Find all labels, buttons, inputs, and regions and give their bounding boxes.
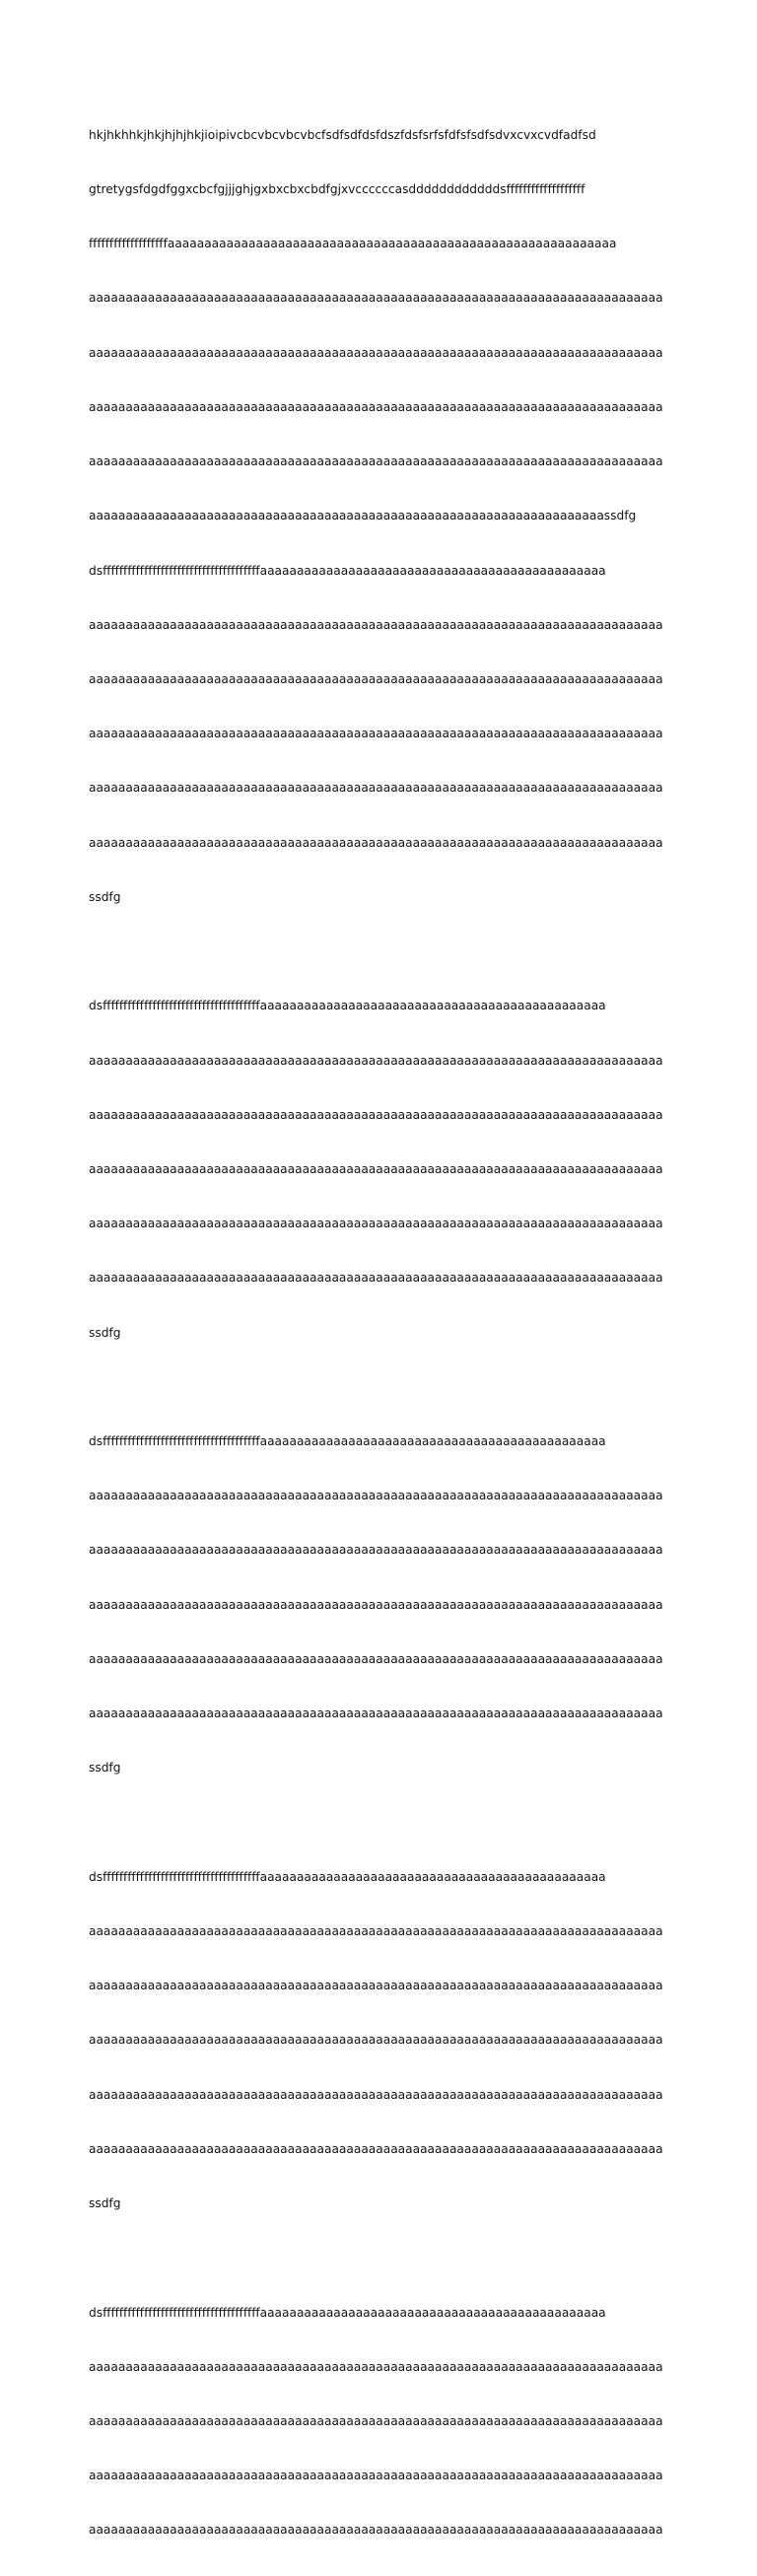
text-line: dsffffffffffffffffffffffffffffffffffffffaaaaaaaaaaaaaaaaaaaaaaaaaaaaaaaaaaaaaaaaaaaaaaa xyxy=(89,999,606,1013)
text-line: aaaaaaaaaaaaaaaaaaaaaaaaaaaaaaaaaaaaaaaaaaaaaaaaaaaaaaaaaaaaaaaaaaaaaaaaaaaaaa xyxy=(89,1597,663,1612)
text-line: dsffffffffffffffffffffffffffffffffffffffaaaaaaaaaaaaaaaaaaaaaaaaaaaaaaaaaaaaaaaaaaaaaaa xyxy=(89,1869,606,1884)
text-line: aaaaaaaaaaaaaaaaaaaaaaaaaaaaaaaaaaaaaaaaaaaaaaaaaaaaaaaaaaaaaaaaaaaaaaaaaaaaaa xyxy=(89,1489,663,1503)
text-line: aaaaaaaaaaaaaaaaaaaaaaaaaaaaaaaaaaaaaaaaaaaaaaaaaaaaaaaaaaaaaaaaaaaaaaaaaaaaaa xyxy=(89,617,663,632)
text-line: aaaaaaaaaaaaaaaaaaaaaaaaaaaaaaaaaaaaaaaaaaaaaaaaaaaaaaaaaaaaaaaaaaaaaaaaaaaaaa xyxy=(89,399,663,414)
text-line: aaaaaaaaaaaaaaaaaaaaaaaaaaaaaaaaaaaaaaaaaaaaaaaaaaaaaaaaaaaaaaaaaaaaaaaaaaaaaa xyxy=(89,2087,663,2102)
text-line: fffffffffffffffffffaaaaaaaaaaaaaaaaaaaaaaaaaaaaaaaaaaaaaaaaaaaaaaaaaaaaaaaaaaaaa xyxy=(89,237,617,251)
text-line: gtretygsfdgdfggxcbcfgjjjghjgxbxcbxcbdfgjxvccccccasddddddddddddsfffffffffffffffffff xyxy=(89,182,585,197)
text-line: aaaaaaaaaaaaaaaaaaaaaaaaaaaaaaaaaaaaaaaaaaaaaaaaaaaaaaaaaaaaaaaaaaaaaaaaaaaaaa xyxy=(89,454,663,469)
text-line: aaaaaaaaaaaaaaaaaaaaaaaaaaaaaaaaaaaaaaaaaaaaaaaaaaaaaaaaaaaaaaaaaaaaaaaaaaaaaa xyxy=(89,2523,663,2538)
text-line: aaaaaaaaaaaaaaaaaaaaaaaaaaaaaaaaaaaaaaaaaaaaaaaaaaaaaaaaaaaaaaaaaaaaaaaaaaaaaa xyxy=(89,781,663,796)
text-line: aaaaaaaaaaaaaaaaaaaaaaaaaaaaaaaaaaaaaaaaaaaaaaaaaaaaaaaaaaaaaaaaaaaaaaaaaaaaaa xyxy=(89,727,663,741)
document-page xyxy=(89,90,680,2576)
text-line: ssdfg xyxy=(89,1761,121,1775)
text-line: hkjhkhhkjhkjhjhjhkjioipivcbcvbcvbcvbcfsdfsdfdsfdszfdsfsrfsfdfsfsdfsdvxcvxcvdfadfsd xyxy=(89,127,596,142)
text-line: aaaaaaaaaaaaaaaaaaaaaaaaaaaaaaaaaaaaaaaaaaaaaaaaaaaaaaaaaaaaaaaaaaaaaaaaaaaaaa xyxy=(89,1271,663,1286)
text-line: ssdfg xyxy=(89,2196,121,2211)
text-line: aaaaaaaaaaaaaaaaaaaaaaaaaaaaaaaaaaaaaaaaaaaaaaaaaaaaaaaaaaaaaaaaaaaaaaaaaaaaaa xyxy=(89,835,663,850)
text-line: aaaaaaaaaaaaaaaaaaaaaaaaaaaaaaaaaaaaaaaaaaaaaaaaaaaaaaaaaaaaaaaaaaaaaassdfg xyxy=(89,509,637,523)
text-line: aaaaaaaaaaaaaaaaaaaaaaaaaaaaaaaaaaaaaaaaaaaaaaaaaaaaaaaaaaaaaaaaaaaaaaaaaaaaaa xyxy=(89,1979,663,1993)
paragraph-1 xyxy=(89,90,680,942)
text-line: aaaaaaaaaaaaaaaaaaaaaaaaaaaaaaaaaaaaaaaaaaaaaaaaaaaaaaaaaaaaaaaaaaaaaaaaaaaaaa xyxy=(89,1706,663,1721)
paragraph-3 xyxy=(89,1396,680,1813)
text-line: aaaaaaaaaaaaaaaaaaaaaaaaaaaaaaaaaaaaaaaaaaaaaaaaaaaaaaaaaaaaaaaaaaaaaaaaaaaaaa xyxy=(89,2359,663,2374)
text-line: aaaaaaaaaaaaaaaaaaaaaaaaaaaaaaaaaaaaaaaaaaaaaaaaaaaaaaaaaaaaaaaaaaaaaaaaaaaaaa xyxy=(89,291,663,306)
text-line: dsffffffffffffffffffffffffffffffffffffffaaaaaaaaaaaaaaaaaaaaaaaaaaaaaaaaaaaaaaaaaaaaaaa xyxy=(89,563,606,578)
text-line: aaaaaaaaaaaaaaaaaaaaaaaaaaaaaaaaaaaaaaaaaaaaaaaaaaaaaaaaaaaaaaaaaaaaaaaaaaaaaa xyxy=(89,2141,663,2156)
paragraph-2 xyxy=(89,960,680,1377)
text-line: ssdfg xyxy=(89,889,121,904)
text-line: dsffffffffffffffffffffffffffffffffffffffaaaaaaaaaaaaaaaaaaaaaaaaaaaaaaaaaaaaaaaaaaaaaaa xyxy=(89,1434,606,1449)
text-line: aaaaaaaaaaaaaaaaaaaaaaaaaaaaaaaaaaaaaaaaaaaaaaaaaaaaaaaaaaaaaaaaaaaaaaaaaaaaaa xyxy=(89,1651,663,1666)
text-line: dsffffffffffffffffffffffffffffffffffffffaaaaaaaaaaaaaaaaaaaaaaaaaaaaaaaaaaaaaaaaaaaaaaa xyxy=(89,2305,606,2320)
paragraph-5 xyxy=(89,2267,680,2576)
text-line: aaaaaaaaaaaaaaaaaaaaaaaaaaaaaaaaaaaaaaaaaaaaaaaaaaaaaaaaaaaaaaaaaaaaaaaaaaaaaa xyxy=(89,672,663,686)
text-line: aaaaaaaaaaaaaaaaaaaaaaaaaaaaaaaaaaaaaaaaaaaaaaaaaaaaaaaaaaaaaaaaaaaaaaaaaaaaaa xyxy=(89,2413,663,2428)
text-line: aaaaaaaaaaaaaaaaaaaaaaaaaaaaaaaaaaaaaaaaaaaaaaaaaaaaaaaaaaaaaaaaaaaaaaaaaaaaaa xyxy=(89,345,663,360)
text-line: aaaaaaaaaaaaaaaaaaaaaaaaaaaaaaaaaaaaaaaaaaaaaaaaaaaaaaaaaaaaaaaaaaaaaaaaaaaaaa xyxy=(89,1217,663,1231)
text-line: aaaaaaaaaaaaaaaaaaaaaaaaaaaaaaaaaaaaaaaaaaaaaaaaaaaaaaaaaaaaaaaaaaaaaaaaaaaaaa xyxy=(89,1543,663,1558)
paragraph-4 xyxy=(89,1832,680,2249)
text-line: aaaaaaaaaaaaaaaaaaaaaaaaaaaaaaaaaaaaaaaaaaaaaaaaaaaaaaaaaaaaaaaaaaaaaaaaaaaaaa xyxy=(89,1107,663,1122)
text-line: aaaaaaaaaaaaaaaaaaaaaaaaaaaaaaaaaaaaaaaaaaaaaaaaaaaaaaaaaaaaaaaaaaaaaaaaaaaaaa xyxy=(89,2033,663,2048)
text-line: ssdfg xyxy=(89,1325,121,1340)
text-line: aaaaaaaaaaaaaaaaaaaaaaaaaaaaaaaaaaaaaaaaaaaaaaaaaaaaaaaaaaaaaaaaaaaaaaaaaaaaaa xyxy=(89,1161,663,1176)
text-line: aaaaaaaaaaaaaaaaaaaaaaaaaaaaaaaaaaaaaaaaaaaaaaaaaaaaaaaaaaaaaaaaaaaaaaaaaaaaaa xyxy=(89,1923,663,1938)
text-line: aaaaaaaaaaaaaaaaaaaaaaaaaaaaaaaaaaaaaaaaaaaaaaaaaaaaaaaaaaaaaaaaaaaaaaaaaaaaaa xyxy=(89,1053,663,1068)
text-line: aaaaaaaaaaaaaaaaaaaaaaaaaaaaaaaaaaaaaaaaaaaaaaaaaaaaaaaaaaaaaaaaaaaaaaaaaaaaaa xyxy=(89,2469,663,2483)
